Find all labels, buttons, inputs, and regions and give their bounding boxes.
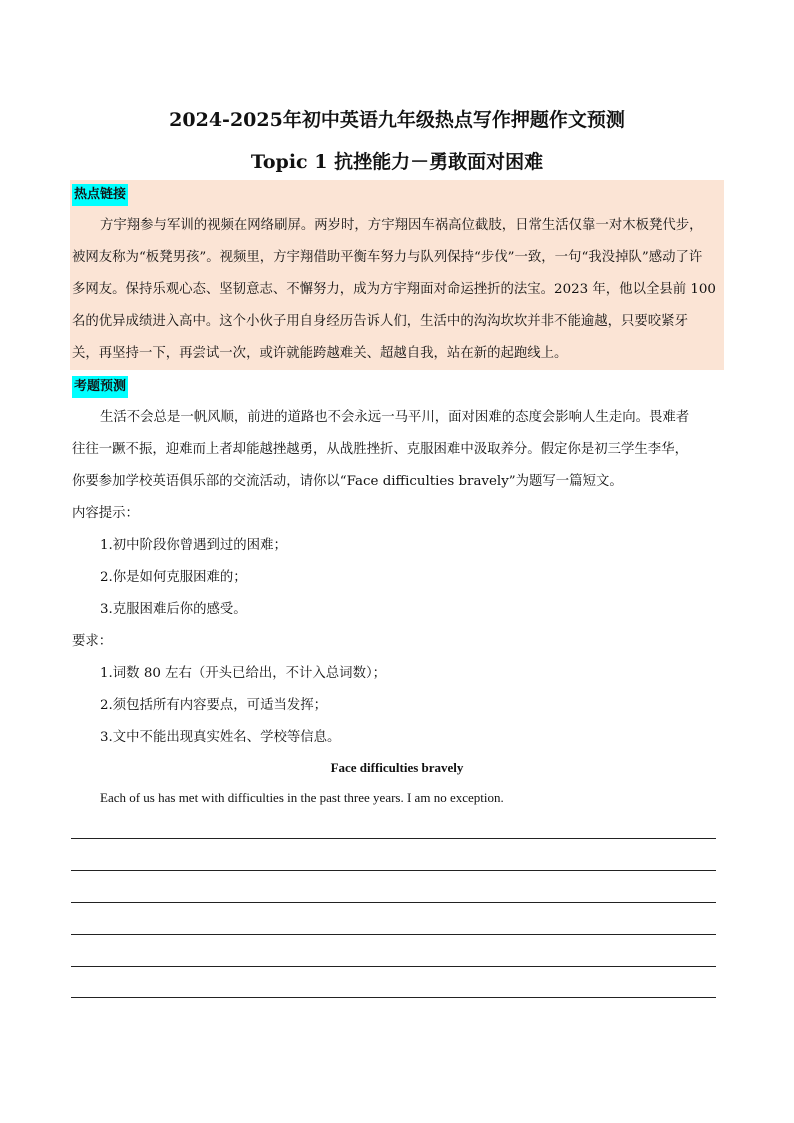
- hot-link-line: 关，再坚持一下，再尝试一次，或许就能跨越难关、超越自我，站在新的起跑线上。: [72, 346, 568, 361]
- page-title: 2024-2025年初中英语九年级热点写作押题作文预测: [169, 109, 625, 131]
- answer-line[interactable]: [71, 997, 716, 998]
- essay-opening-sentence: Each of us has met with difficulties in the past three years. I am no exception.: [100, 790, 504, 805]
- hot-link-section: [70, 180, 724, 370]
- topic-title: Topic 1 抗挫能力－勇敢面对困难: [250, 151, 544, 173]
- answer-line[interactable]: [71, 870, 716, 871]
- content-hint-item: 3.克服困难后你的感受。: [100, 602, 247, 617]
- essay-title: Face difficulties bravely: [330, 760, 464, 775]
- content-hint-label: 内容提示：: [72, 506, 139, 521]
- hot-link-line: 方宇翔参与军训的视频在网络刷屏。两岁时，方宇翔因车祸高位截肢，日常生活仅靠一对木板凳代步，: [100, 218, 703, 233]
- hot-link-line: 被网友称为“板凳男孩”。视频里，方宇翔借助平衡车努力与队列保持“步伐”一致，一句“我没掉队”感动了许: [72, 250, 703, 265]
- hot-link-line: 多网友。保持乐观心态、坚韧意志、不懈努力，成为方宇翔面对命运挫折的法宝。2023 年，他以全县前 100: [72, 282, 716, 297]
- answer-line[interactable]: [71, 934, 716, 935]
- hot-link-line: 名的优异成绩进入高中。这个小伙子用自身经历告诉人们，生活中的沟沟坎坎并非不能逾越，只要咬紧牙: [72, 314, 688, 329]
- requirements-label: 要求：: [72, 634, 113, 649]
- answer-line[interactable]: [71, 902, 716, 903]
- requirement-item: 2.须包括所有内容要点，可适当发挥；: [100, 698, 328, 713]
- prediction-line: 你要参加学校英语俱乐部的交流活动，请你以“Face difficulties bravely”为题写一篇短文。: [72, 474, 623, 489]
- answer-line[interactable]: [71, 966, 716, 967]
- requirement-item: 1.词数 80 左右（开头已给出，不计入总词数）；: [100, 666, 387, 681]
- prediction-line: 生活不会总是一帆风顺，前进的道路也不会永远一马平川，面对困难的态度会影响人生走向。畏难者: [100, 410, 690, 425]
- hot-link-tag: 热点链接: [72, 184, 128, 206]
- content-hint-item: 2.你是如何克服困难的；: [100, 570, 247, 585]
- answer-line[interactable]: [71, 838, 716, 839]
- prediction-tag: 考题预测: [72, 376, 128, 398]
- content-hint-item: 1.初中阶段你曾遇到过的困难；: [100, 538, 287, 553]
- requirement-item: 3.文中不能出现真实姓名、学校等信息。: [100, 730, 341, 745]
- prediction-line: 往往一蹶不振，迎难而上者却能越挫越勇，从战胜挫折、克服困难中汲取养分。假定你是初三学生李华，: [72, 442, 688, 457]
